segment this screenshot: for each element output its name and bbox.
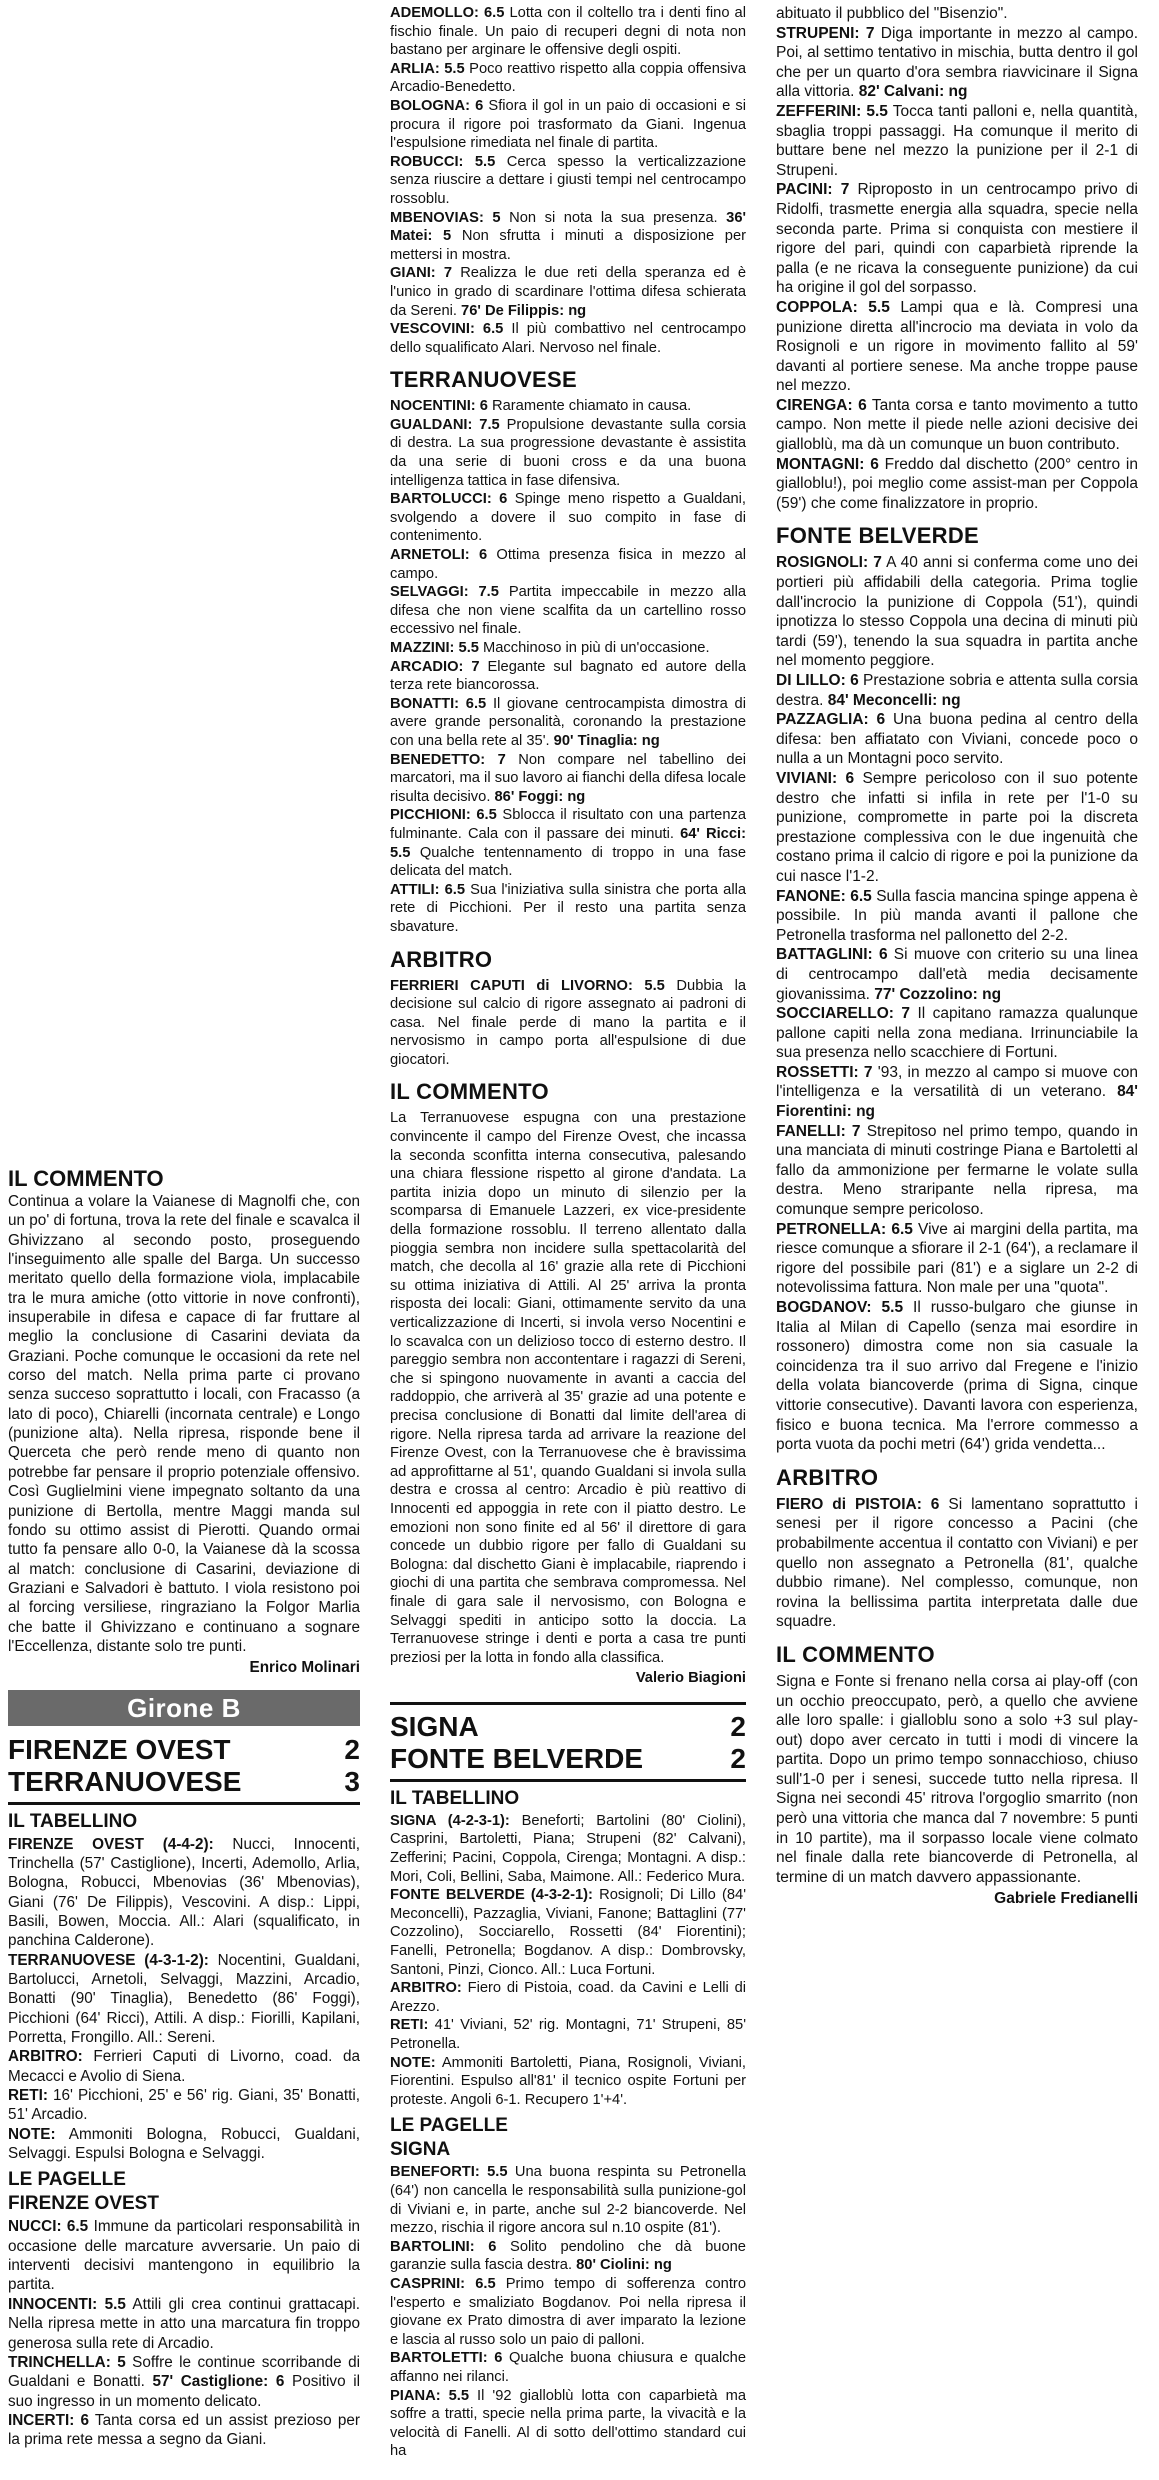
player-rating: MONTAGNI: 6	[776, 455, 879, 473]
player-rating: PAZZAGLIA: 6	[776, 711, 886, 729]
rating-item	[390, 320, 746, 357]
rating-item	[390, 4, 746, 60]
substitute-rating: 36' Matei: 5	[390, 209, 746, 245]
player-rating: ROSIGNOLI: 7	[776, 554, 882, 572]
column-right	[776, 4, 1138, 1909]
divider	[390, 1702, 746, 1705]
player-rating: FANONE: 6.5	[776, 887, 872, 905]
player-rating: GIANI: 7	[390, 265, 453, 282]
player-rating: VESCOVINI: 6.5	[390, 321, 504, 338]
player-rating: INNOCENTI: 5.5	[8, 2295, 126, 2313]
player-rating: PETRONELLA: 6.5	[776, 1220, 913, 1238]
rating-item	[776, 396, 1138, 455]
player-rating: ZEFFERINI: 5.5	[776, 102, 888, 120]
rating-item	[776, 298, 1138, 396]
substitute-comment: Positivo il suo ingresso in un momento delicato.	[8, 2373, 360, 2410]
referee-line: ARBITRO: Ferrieri Caputi di Livorno, coad. da Mecacci e Avolio di Siena.	[8, 2048, 360, 2085]
referee-rating: FIERO di PISTOIA: 6 Si lamentano soprattutto i senesi per il rigore concesso a Pacini (che probabilmente accentua il contatto con Viviani) e per quello non assegnato a Petronella (81', qualche dubbio rimane). Nel complesso, comunque, non rovina la bellissima partita interpretata dalle due squadre.	[776, 1495, 1138, 1631]
rating-comment: Una buona respinta su Petronella (64') non cancella le responsabilità sulla punizione-gol di Viviani e, in parte, anche sul 2-2 biancoverde. Nel mezzo, rischia il rigore ancora sul n.10 ospite (81').	[390, 2164, 746, 2237]
rating-comment: Prestazione sobria e attenta sulla corsia destra.	[776, 672, 1138, 709]
player-rating: ARCADIO: 7	[390, 658, 480, 675]
rating-item	[776, 945, 1138, 1004]
score-home: 2	[344, 1733, 360, 1765]
rating-comment: Lampi qua e là. Compresi una punizione diretta all'incrocio ma deviata in volo da Rosignoli e un rigore in movimento fallito al 59' davanti al portiere senese. Ma anche troppe pause nel mezzo.	[776, 298, 1138, 395]
continued-text: abituato il pubblico del "Bisenzio".	[776, 5, 1008, 22]
player-rating: SOCCIARELLO: 7	[776, 1005, 911, 1023]
goals-line: RETI: 41' Viviani, 52' rig. Montagni, 71' Strupeni, 85' Petronella.	[390, 2017, 746, 2052]
rating-item	[776, 1298, 1138, 1455]
rating-comment: Elegante sul bagnato ed autore della terza rete biancorossa.	[390, 658, 746, 694]
rating-comment: Macchinoso in più di un'occasione.	[478, 640, 710, 656]
rating-item	[776, 1220, 1138, 1298]
substitute-rating: 77' Cozzolino: ng	[874, 985, 1002, 1003]
referee-rating: FERRIERI CAPUTI di LIVORNO: 5.5 Dubbia la decisione sul calcio di rigore assegnato ai padroni di casa. Nel finale perde di mano la partita e il nervosismo in campo porta all'espulsione di due giocatori.	[390, 977, 746, 1068]
rating-item	[776, 1004, 1138, 1063]
player-rating: ROSSETTI: 7	[776, 1063, 873, 1081]
player-rating: BARTOLUCCI: 6	[390, 491, 508, 508]
substitute-rating: 80' Ciolini: ng	[576, 2257, 672, 2274]
player-rating: CIRENGA: 6	[776, 396, 867, 414]
ratings-list	[390, 397, 746, 936]
rating-item	[776, 102, 1138, 180]
rating-comment: Il russo-bulgaro che giunse in Italia al Milan di Capello (senza mai esordire in rossonero) dimostra come non sia casuale la coincidenza tra il suo arrivo dal Fregene e l'inizio della volata biancoverde (prima di Signa, cinque vittorie consecutive). Davanti lavora con esperienza, fisico e buona tecnica. Ma l'errore commesso a porta vuota da pochi metri (64') grida vendetta...	[776, 1299, 1138, 1454]
substitute-rating: 86' Foggi: ng	[494, 788, 586, 805]
rating-item	[390, 264, 746, 320]
rating-comment: Si muove con criterio su una linea di centrocampo dall'età media decisamente giovanissima.	[776, 946, 1138, 1003]
author-byline: Enrico Molinari	[249, 1659, 360, 1677]
substitute-comment: Qualche tentennamento di troppo in una fase delicata del match.	[390, 844, 746, 880]
column-middle	[390, 4, 746, 2461]
section-title: IL COMMENTO	[776, 1641, 935, 1667]
rating-item	[390, 2163, 746, 2237]
player-rating: MBENOVIAS: 5	[390, 209, 501, 226]
rating-comment: Partita impeccabile in mezzo alla difesa che non viene scalfita da un cartellino rosso eccessivo nel finale.	[390, 584, 746, 638]
player-rating: INCERTI: 6	[8, 2411, 89, 2429]
notes-line: NOTE: Ammoniti Bartoletti, Piana, Rosignoli, Viviani, Fiorentini. Espulso all'81' il tecnico ospite Fortuni per proteste. Angoli 6-1. Recupero 1'+4'.	[390, 2054, 746, 2108]
rating-item	[390, 60, 746, 97]
rating-item	[776, 553, 1138, 671]
rating-comment: Ottima presenza fisica in mezzo al campo.	[390, 547, 746, 582]
cut-heading: IL COMMENTO	[8, 1166, 164, 1191]
rating-comment: Sulla fascia mancina spinge appena è possibile. In più manda avanti il pallone che Petronella trasforma nel pallonetto del 2-2.	[776, 887, 1138, 944]
player-rating: BOLOGNA: 6	[390, 97, 484, 114]
section-title: IL TABELLINO	[8, 1810, 138, 1832]
player-rating: BOGDANOV: 5.5	[776, 1299, 904, 1316]
player-rating: STRUPENI: 7	[776, 24, 875, 42]
commento-text: Signa e Fonte si frenano nella corsa ai play-off (con un occhio preoccupato, però, a quello che avviene alle loro spalle: i gialloblu sono a solo +3 sul play-out) dopo aver cercato in tutti i modi di vincere la partita. Dopo un primo tempo sonnacchioso, chiuso sull'1-0 per i senesi, succede tutto nella ripresa. Il Signa nei secondi 45' ritrova l'orgoglio smarrito (non però una vittoria che manca dal 7 novembre: 5 punti in 10 partite), ma il sorpasso locale viene colmato nel finale dalla rete biancoverde di Petronella, al termine di un match davvero appassionante.	[776, 1672, 1138, 1886]
rating-item	[776, 671, 1138, 710]
rating-item	[776, 710, 1138, 769]
player-rating: COPPOLA: 5.5	[776, 298, 890, 316]
section-title: ARBITRO	[390, 946, 493, 972]
player-rating: PIANA: 5.5	[390, 2387, 470, 2404]
rating-comment: Non compare nel tabellino dei marcatori, ma il suo lavoro ai fianchi della difesa locale risulta decisivo.	[390, 751, 746, 805]
rating-item	[776, 887, 1138, 946]
team-subtitle: FIRENZE OVEST	[8, 2193, 159, 2215]
rating-item	[776, 455, 1138, 514]
section-title: LE PAGELLE	[8, 2169, 126, 2191]
lineup-home: SIGNA (4-2-3-1): Beneforti; Bartolini (80' Ciolini), Casprini, Bartoletti, Piana; Strupeni (82' Calvani), Zefferini; Pacini, Coppola, Cirenga; Montagni. A disp.: Mori, Coli, Bellini, Saba, Maimone. All.: Federico Mura.	[390, 1812, 746, 1885]
rating-comment: Tanta corsa e tanto movimento a tutto campo. Non mette il piede nelle azioni decisive dei gialloblù, ma dà un comunque un buon contributo.	[776, 396, 1138, 454]
player-rating: DI LILLO: 6	[776, 672, 859, 689]
player-rating: MAZZINI: 5.5	[390, 640, 479, 656]
rating-item	[390, 2238, 746, 2275]
player-rating: SELVAGGI: 7.5	[390, 584, 499, 601]
rating-comment: Tocca tanti palloni e, nella quantità, sbaglia troppi passaggi. Ha comunque il merito di buttare bene nel mezzo la punizione per il 2-1 di Strupeni.	[776, 102, 1138, 179]
commento-text: La Terranuovese espugna con una prestazione convincente il campo del Firenze Ovest, che incassa la seconda sconfitta interna consecutiva, palesando una chiara flessione rispetto al girone d'andata. La partita inizia dopo un minuto di silenzio per la scomparsa di Emanuele Lazzeri, ex vice-presidente della formazione rossoblu. Il terreno allentato dalla pioggia sembra non incidere sulla spettacolarità del match, che decolla al 16' grazie alla rete di Picchioni su ottima iniziativa di Attili. Al 25' arriva la pronta risposta dei locali: Giani, ottimamente servito da una verticalizzazione di Incerti, si invola verso Nocentini e lo scavalca con un delizioso tocco di esterno destro. Il pareggio sembra non accontentare i ragazzi di Sereni, che si spingono nuovamente in avanti a caccia del raddoppio, che arriverà al 35' grazie ad una potente e precisa conclusione di Bonatti dal limite dell'area di rigore. Nella ripresa tarda ad arrivare la reazione del Firenze Ovest, con la Terranuovese che è bravissima ad approfittarne al 51', quando Gualdani si invola sulla destra e crossa al centro: Arcadio è più reattivo di Innocenti ed appoggia in rete con il piatto destro. Le emozioni non sono finite ed al 56' il direttore di gara concede un dubbio rigore per fallo di Gualdani su Bologna: dal dischetto Giani è implacabile, riaprendo i giochi di una partita che sembrava compromessa. Nel finale di gara sale il nervosismo, con Bologna e Selvaggi spediti in anticipo sotto la doccia. La Terranuovese stringe i denti e porta a casa tre punti preziosi per la lotta in fondo alla classifica.	[390, 1110, 746, 1666]
rating-item	[776, 24, 1138, 102]
rating-item	[8, 2353, 360, 2411]
substitute-rating: 84' Meconcelli: ng	[827, 691, 961, 709]
rating-item	[390, 2275, 746, 2349]
rating-comment: Lotta con il coltello tra i denti fino al fischio finale. Un paio di recuperi degni di nota non bastano per arginare le offensive degli ospiti.	[390, 5, 746, 59]
ratings-list	[390, 2163, 746, 2461]
rating-comment: Il capitano ramazza qualunque pallone capiti nella zona mediana. Irrinunciabile la sua presenza nello scacchiere di Fortuni.	[776, 1005, 1138, 1062]
rating-item	[390, 806, 746, 880]
player-rating: NOCENTINI: 6	[390, 398, 488, 415]
player-rating: BONATTI: 6.5	[390, 695, 487, 712]
player-rating: BATTAGLINI: 6	[776, 946, 888, 964]
rating-comment: Spinge meno rispetto a Gualdani, svolgendo a dovere il suo compito in fase di contenimento.	[390, 491, 746, 545]
rating-item	[776, 769, 1138, 887]
player-rating: BENEDETTO: 7	[390, 751, 506, 768]
player-rating: ROBUCCI: 5.5	[390, 153, 496, 170]
rating-comment: Una buona pedina al centro della difesa: ben affiatato con Viviani, concede poco o nulla a un Montagni poco servito.	[776, 711, 1139, 768]
rating-comment: Immune da particolari responsabilità in occasione delle marcature avversarie. Un paio di interventi decisivi mantengono in equilibrio la partita.	[8, 2218, 360, 2294]
section-title: IL COMMENTO	[390, 1079, 549, 1105]
player-rating: PACINI: 7	[776, 181, 850, 199]
rating-item	[8, 2411, 360, 2450]
rating-item	[390, 209, 746, 265]
player-rating: TRINCHELLA: 5	[8, 2353, 126, 2371]
referee-line: ARBITRO: Fiero di Pistoia, coad. da Cavini e Lelli di Arezzo.	[390, 1980, 746, 2015]
lineup-home: FIRENZE OVEST (4-4-2): Nucci, Innocenti, Trinchella (57' Castiglione), Incerti, Ademollo, Arlia, Bologna, Robucci, Mbenovias (36' Mbenovias), Giani (76' De Filippis), Vescovini. A disp.: Lippi, Basili, Bowen, Moccia. All.: Alari (squalificato, in panchina Calderone).	[8, 1835, 360, 1950]
rating-comment: Primo tempo di sofferenza contro l'esperto e smaliziato Bogdanov. Poi nella ripresa il giovane ex Prato dimostra di aver imparato la lezione e lascia al russo solo un paio di palloni.	[390, 2275, 746, 2348]
substitute-comment: Non sfrutta i minuti a disposizione per mettersi in mostra.	[390, 228, 746, 263]
rating-item	[390, 658, 746, 695]
rating-item	[390, 751, 746, 807]
player-rating: GUALDANI: 7.5	[390, 416, 500, 433]
rating-item	[390, 583, 746, 639]
substitute-rating: 90' Tinaglia: ng	[553, 732, 660, 749]
rating-comment: Freddo dal dischetto (200° centro in gialloblu!), poi meglio come assist-man per Coppola (59') che come finalizzatore in proprio.	[776, 455, 1138, 512]
rating-comment: Sua l'iniziativa sulla sinistra che porta alla rete di Picchioni. Per il resto una partita senza sbavature.	[390, 881, 747, 935]
rating-comment: Soffre le continue scorribande di Gualdani e Bonatti.	[8, 2353, 360, 2391]
team-home: SIGNA	[390, 1710, 479, 1742]
notes-line: NOTE: Ammoniti Bologna, Robucci, Gualdani, Selvaggi. Espulsi Bologna e Selvaggi.	[8, 2125, 360, 2163]
substitute-rating: 64' Ricci: 5.5	[390, 825, 746, 861]
rating-item	[390, 490, 746, 546]
divider	[8, 1802, 360, 1805]
rating-comment: Il '92 gialloblù lotta con caparbietà ma soffre a tratti, specie nella prima parte, la vivacità e la velocità di Fanelli. Al di sotto dell'ottimo standard cui ha	[390, 2387, 746, 2460]
player-rating: ARLIA: 5.5	[390, 60, 465, 77]
rating-item	[390, 639, 746, 658]
goals-line: RETI: 16' Picchioni, 25' e 56' rig. Giani, 35' Bonatti, 51' Arcadio.	[8, 2087, 360, 2124]
section-title: LE PAGELLE	[390, 2115, 508, 2137]
rating-item	[8, 2217, 360, 2294]
rating-item	[8, 2295, 360, 2353]
substitute-rating: 82' Calvani: ng	[858, 83, 968, 101]
match-header	[8, 1734, 360, 1798]
player-rating: FANELLI: 7	[776, 1122, 861, 1140]
rating-comment: Qualche buona chiusura e qualche affanno nei rilanci.	[390, 2350, 746, 2385]
rating-item	[390, 97, 746, 153]
match-header	[390, 1711, 746, 1775]
player-rating: CASPRINI: 6.5	[390, 2275, 496, 2292]
ratings-list	[776, 24, 1138, 514]
rating-comment: Diga importante in mezzo al campo. Poi, al settimo tentativo in mischia, butta dentro il gol che per un quarto d'ora sembra riavvicinare il Signa alla vittoria.	[776, 24, 1138, 101]
divider	[390, 1779, 746, 1782]
rating-comment: Attili gli crea continui grattacapi. Nella ripresa mette in atto una marcatura fin troppo generosa sulla rete di Arcadio.	[8, 2295, 360, 2352]
team-home: FIRENZE OVEST	[8, 1733, 231, 1765]
player-rating: BENEFORTI: 5.5	[390, 2164, 508, 2181]
rating-item	[390, 2349, 746, 2386]
rating-comment: Solito pendolino che dà buone garanzie sulla fascia destra.	[390, 2238, 746, 2274]
team-away: TERRANUOVESE	[8, 1765, 242, 1797]
rating-comment: A 40 anni si conferma come uno dei portieri più affidabili della categoria. Prima toglie dall'incrocio la punizione di Coppola (51'), quindi ipnotizza lo stesso Coppola una decina di minuti più tardi (59'), tenendo la sua squadra in partita anche nel momento peggiore.	[776, 554, 1138, 670]
rating-comment: Il giovane centrocampista dimostra di avere grande personalità, coronando la prestazione con una bella rete al 35'.	[390, 695, 746, 749]
rating-comment: Riproposto in un centrocampo privo di Ridolfi, trasmette energia alla squadra, specie nella seconda parte. Prima si conquista con mestiere il rigore del pari, quindi con caparbietà riprende la palla (e ne ricava la conseguente punizione) da cui ha origine il gol del sorpasso.	[776, 181, 1138, 297]
player-rating: PICCHIONI: 6.5	[390, 807, 497, 824]
rating-comment: Realizza le due reti della speranza ed è l'unico in grado di scardinare l'ottima difesa schierata da Sereni.	[390, 265, 746, 319]
score-home: 2	[730, 1710, 746, 1742]
player-rating: ARNETOLI: 6	[390, 547, 488, 564]
rating-item	[390, 546, 746, 583]
rating-item	[776, 1122, 1138, 1220]
rating-comment: Poco reattivo rispetto alla coppia offensiva Arcadio-Benedetto.	[390, 60, 746, 96]
rating-comment: Strepitoso nel primo tempo, quando in una manciata di minuti costringe Piana e Bartoletti al fallo da ammonizione per fermarne le volate sulla destra. Meno straripante nella ripresa, ma comunque sempre pericoloso.	[776, 1122, 1138, 1219]
ratings-list	[776, 553, 1138, 1454]
ratings-list	[8, 2217, 360, 2449]
rating-comment: Propulsione devastante sulla corsia di destra. La sua progressione devastante è assistita da una serie di buoni cross e da una buona intelligenza tattica in fase difensiva.	[390, 416, 747, 489]
rating-item	[776, 180, 1138, 298]
commento-text: Continua a volare la Vaianese di Magnolfi che, con un po' di fortuna, trova la rete del finale e scavalca il Ghivizzano al secondo posto, proseguendo l'inseguimento alle spalle del Barga. Un successo meritato quello della formazione viola, implacabile tra le mura amiche (otto vittorie in nove confronti), insuperabile in difesa e capace di far fruttare al meglio la conclusione di Casarini deviata da Graziani. Poche comunque le occasioni da rete nel corso del match. Nella prima parte ci provano senza succeso soprattutto i locali, con Fracasso (a lato di poco), Chiarelli (incornata centrale) e Longo (punizione alta). Nella ripresa, risponde bene il Querceta che però rende meno di quanto non potrebbe far pensare il proprio potenziale offensivo. Così Guglielmini viene impegnato soltanto da una punizione di Bertolla, mentre Maggi manda sul fondo su ottimo assist di Pierotti. Quando ormai tutto fa pensare allo 0-0, la Vaianese dà la scossa al match: conclusione di Casarini, deviazione di Graziani e Salvadori è battuto. I viola resistono poi al forcing versiliese, ringraziano la Folgor Marlia che batte il Ghivizzano e continuano a sognare l'Eccellenza, distante solo tre punti.	[8, 1193, 360, 1655]
rating-comment: Il più combattivo nel centrocampo dello squalificato Alari. Nervoso nel finale.	[390, 321, 747, 356]
lineup-away: TERRANUOVESE (4-3-1-2): Nocentini, Gualdani, Bartolucci, Arnetoli, Selvaggi, Mazzini, Arcadio, Bonatti (90' Tinaglia), Benedetto (86' Foggi), Picchioni (64' Ricci), Attili. A disp.: Fiorilli, Kapilani, Porretta, Frongillo. All.: Sereni.	[8, 1951, 360, 2047]
team-away: FONTE BELVERDE	[390, 1742, 644, 1774]
rating-comment: Sempre pericoloso con il suo potente destro che infatti si infila in rete per l'1-0 su punizione, compromette in parte poi la discreta prestazione complessiva con le due ingenuità che costano prima il calcio di rigore e poi la punizione da cui nasce l'1-2.	[776, 769, 1138, 885]
author-byline: Gabriele Fredianelli	[994, 1890, 1138, 1908]
rating-comment: Sblocca il risultato con una partenza fulminante. Cala con il passare dei minuti.	[390, 807, 746, 842]
rating-item	[390, 881, 746, 937]
girone-banner: Girone B	[8, 1690, 360, 1726]
player-rating: ADEMOLLO: 6.5	[390, 5, 505, 21]
score-away: 3	[344, 1765, 360, 1797]
rating-item	[390, 2387, 746, 2461]
rating-item	[390, 397, 746, 416]
rating-comment: Cerca spesso la verticalizzazione senza riuscire a dettare i giusti tempi nel centrocampo rossoblu.	[390, 153, 746, 207]
rating-comment: Non si nota la sua presenza.	[500, 209, 727, 226]
section-title: TERRANUOVESE	[390, 367, 577, 393]
player-rating: BARTOLETTI: 6	[390, 2350, 503, 2367]
player-rating: NUCCI: 6.5	[8, 2218, 89, 2236]
rating-item	[390, 153, 746, 209]
column-left	[8, 1192, 360, 2450]
rating-comment: Raramente chiamato in causa.	[487, 398, 692, 415]
lineup-away: FONTE BELVERDE (4-3-2-1): Rosignoli; Di Lillo (84' Meconcelli), Pazzaglia, Viviani, Fanone; Battaglini (77' Cozzolino), Socciarello, Rossetti (84' Fiorentini); Fanelli, Petronella; Bogdanov. A disp.: Dombrovsky, Santoni, Pinzi, Cionco. All.: Luca Fortuni.	[390, 1887, 746, 1978]
substitute-rating: 76' De Filippis: ng	[461, 302, 587, 319]
substitute-rating: 84' Fiorentini: ng	[776, 1083, 1138, 1121]
substitute-rating: 57' Castiglione: 6	[152, 2373, 285, 2391]
section-title: FONTE BELVERDE	[776, 523, 980, 549]
rating-comment: '93, in mezzo al campo si muove con l'intelligenza e la versatilità di un veterano.	[776, 1063, 1139, 1101]
rating-comment: Vive ai margini della partita, ma riesce comunque a sfiorare il 2-1 (64'), a reclamare il rigore del possibile pari (81') e a siglare un 2-2 di notevolissima fattura. Non male per una "quota".	[776, 1220, 1139, 1297]
section-title: ARBITRO	[776, 1464, 879, 1490]
rating-comment: Tanta corsa ed un assist prezioso per la prima rete messa a segno da Giani.	[8, 2411, 361, 2449]
player-rating: BARTOLINI: 6	[390, 2238, 497, 2255]
player-rating: ATTILI: 6.5	[390, 881, 466, 898]
score-away: 2	[730, 1742, 746, 1774]
author-byline: Valerio Biagioni	[635, 1670, 746, 1687]
rating-item	[390, 695, 746, 751]
player-rating: VIVIANI: 6	[776, 769, 855, 787]
rating-comment: Sfiora il gol in un paio di occasioni e si procura il rigore poi trasformato da Giani. Ingenua l'espulsione rimediata nel finale di partita.	[390, 97, 746, 152]
ratings-list	[390, 4, 746, 357]
team-subtitle: SIGNA	[390, 2139, 451, 2161]
rating-item	[390, 416, 746, 490]
section-title: IL TABELLINO	[390, 1787, 520, 1809]
rating-item	[776, 1063, 1138, 1122]
